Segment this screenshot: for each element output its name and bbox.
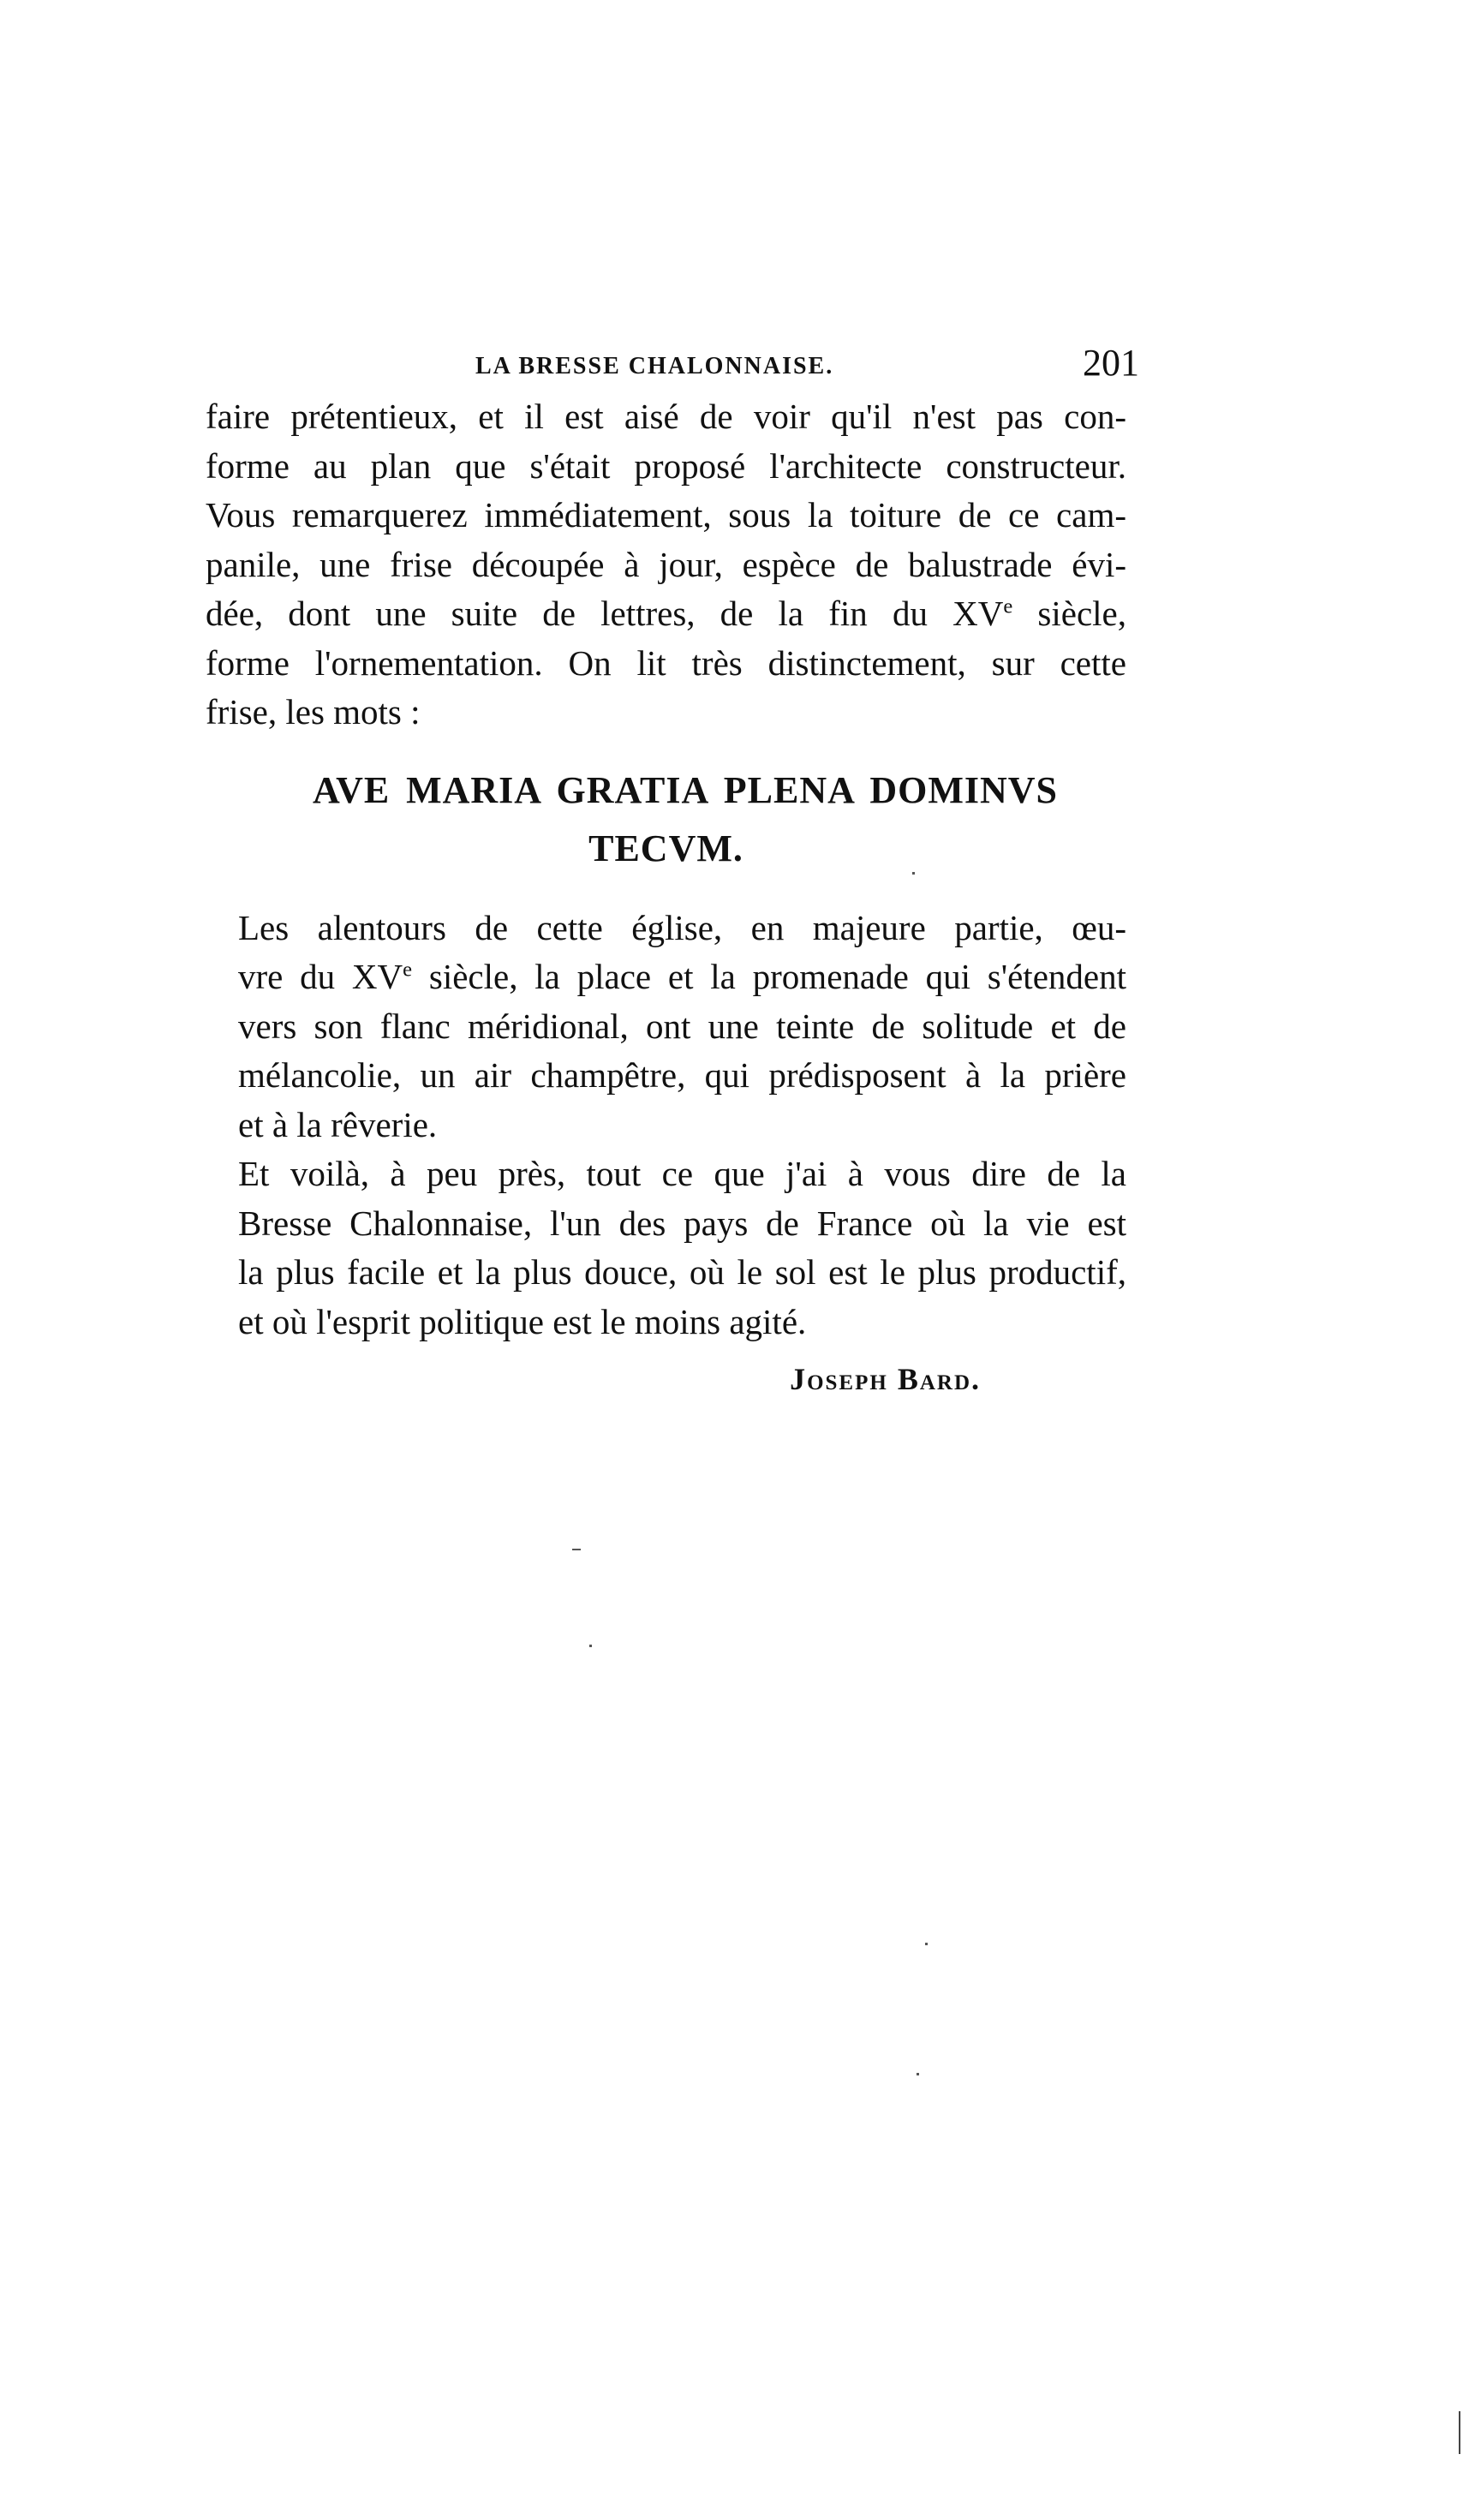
text-line	[206, 952, 1126, 1002]
text-fragment: dée, dont une suite de lettres, de la fin du XV	[206, 594, 1004, 633]
superscript: e	[1003, 594, 1013, 618]
author-signature: Joseph Bard.	[790, 1362, 981, 1396]
paragraph-1	[206, 392, 1126, 737]
inscription-line: TECVM.	[588, 827, 743, 869]
text-fragment: siècle, la place et la promenade qui s'étendent	[412, 957, 1126, 996]
text-line	[206, 589, 1126, 639]
text-line: et où l'esprit politique est le moins agité.	[238, 1301, 807, 1341]
text-line: faire prétentieux, et il est aisé de voir qu'il n'est pas con-	[206, 397, 1126, 436]
paper-speck	[589, 1645, 592, 1647]
text-line: Les alentours de cette église, en majeure partie, œu-	[238, 907, 1126, 947]
text-line: et à la rêverie.	[238, 1104, 438, 1144]
text-line: la plus facile et la plus douce, où le sol est le plus productif,	[238, 1252, 1126, 1292]
paper-speck	[912, 872, 915, 875]
paper-speck	[572, 1549, 581, 1550]
text-fragment: vre du XV	[238, 957, 403, 996]
text-line: forme au plan que s'était proposé l'architecte constructeur.	[206, 445, 1126, 486]
text-fragment: siècle,	[1012, 594, 1126, 633]
text-line: mélancolie, un air champêtre, qui prédisposent à la prière	[238, 1055, 1126, 1095]
inscription-line: AVE MARIA GRATIA PLENA DOMINVS	[313, 768, 1058, 811]
text-line: Vous remarquerez immédiatement, sous la toiture de ce cam-	[206, 495, 1126, 534]
running-header	[206, 341, 1139, 392]
page-edge-mark	[1459, 2411, 1460, 2454]
text-line: forme l'ornementation. On lit très distinctement, sur cette	[206, 642, 1126, 683]
text-line: Et voilà, à peu près, tout ce que j'ai à vous dire de la	[238, 1154, 1126, 1193]
text-line: frise, les mots :	[206, 692, 421, 732]
superscript: e	[403, 958, 413, 982]
paragraph-2	[206, 904, 1126, 1150]
text-line: panile, une frise découpée à jour, espèce de balustrade évi-	[206, 544, 1126, 584]
paper-speck	[917, 2073, 919, 2075]
latin-inscription	[206, 761, 1126, 878]
page-number: 201	[1083, 342, 1139, 384]
text-line: Bresse Chalonnaise, l'un des pays de France où la vie est	[238, 1203, 1126, 1243]
paper-speck	[925, 1943, 928, 1945]
text-line: vers son flanc méridional, ont une teinte de solitude et de	[238, 1006, 1126, 1046]
paragraph-3	[206, 1150, 1126, 1347]
running-title: LA BRESSE CHALONNAISE.	[475, 353, 834, 379]
body-text	[206, 392, 1126, 1405]
